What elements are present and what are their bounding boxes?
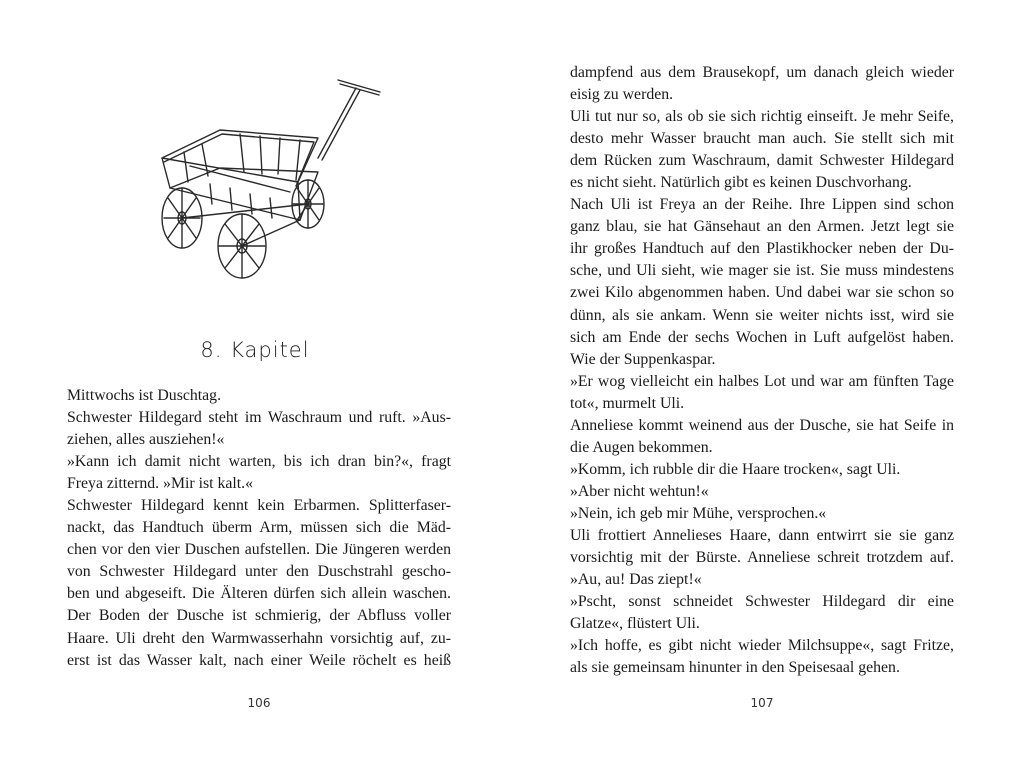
text-line: Glatze«, flüstert Uli. <box>570 615 700 633</box>
right-page-text <box>570 62 954 679</box>
text-line: Schwester Hildegard kennt kein Erbarmen. Splitterfaser- <box>67 497 451 515</box>
text-line: nackt, das Handtuch überm Arm, müssen sich die Mäd- <box>67 519 451 537</box>
text-line: chen vor den vier Duschen aufstellen. Die Jüngeren werden <box>67 541 451 559</box>
text-line: dampfend aus dem Brausekopf, um danach gleich wieder <box>570 64 954 81</box>
text-line: Der Boden der Dusche ist schmierig, der Abfluss voller <box>67 607 451 625</box>
text-line: ihr großes Handtuch auf den Plastikhocker neben der Du- <box>570 240 954 258</box>
text-line: Wie der Suppenkaspar. <box>570 350 716 368</box>
left-page-text <box>67 385 451 672</box>
text-line: Anneliese kommt weinend aus der Dusche, sie hat Seife in <box>570 416 954 434</box>
text-line: »Kann ich damit nicht warten, bis ich dran bin?«, fragt <box>67 453 451 471</box>
text-line: Nach Uli ist Freya an der Reihe. Ihre Lippen sind schon <box>570 196 954 214</box>
text-line: ben und abgeseift. Die Älteren dürfen sich allein waschen. <box>67 585 451 603</box>
text-line: vorsichtig mit der Bürste. Anneliese schreit trotzdem auf. <box>570 549 954 567</box>
text-line: von Schwester Hildegard unter den Duschstrahl gescho- <box>67 563 451 581</box>
text-line: als sie gemeinsam hinunter in den Speisesaal gehen. <box>570 659 900 677</box>
text-line: Haare. Uli dreht den Warmwasserhahn vorsichtig auf, zu- <box>67 629 451 647</box>
text-line: »Ich hoffe, es gibt nicht wieder Milchsuppe«, sagt Fritze, <box>570 637 954 655</box>
text-line: eisig zu werden. <box>570 86 674 104</box>
text-line: zwei Kilo abgenommen haben. Und dabei war sie schon so <box>570 284 954 302</box>
text-line: sche, und Uli sieht, wie mager sie ist. Sie muss mindestens <box>570 262 954 280</box>
text-line: ganz blau, sie hat Gänsehaut an den Armen. Jetzt legt sie <box>570 218 954 236</box>
text-line: dem Rücken zum Waschraum, damit Schwester Hildegard <box>570 152 954 170</box>
text-line: Schwester Hildegard steht im Waschraum und ruft. »Aus- <box>67 409 451 427</box>
text-line: erst ist das Wasser kalt, nach einer Weile röchelt es heiß <box>67 651 451 669</box>
text-line: »Komm, ich rubble dir die Haare trocken«, sagt Uli. <box>570 460 901 478</box>
text-line: dünn, als sie ankam. Wenn sie weiter nichts isst, wird sie <box>570 306 954 324</box>
text-line: »Aber nicht wehtun!« <box>570 482 709 500</box>
text-line: Uli tut nur so, als ob sie sich richtig einseift. Je mehr Seife, <box>570 108 954 126</box>
text-line: tot«, murmelt Uli. <box>570 394 685 412</box>
chapter-title: 8. Kapitel <box>200 338 310 362</box>
text-line: sich am Ende der sechs Wochen in Luft aufgelöst haben. <box>570 328 954 346</box>
text-line: Uli frottiert Annelieses Haare, dann entwirrt sie sie ganz <box>570 526 954 544</box>
text-line: ziehen, alles ausziehen!« <box>67 431 225 449</box>
page-number-left: 106 <box>247 696 271 710</box>
text-line: »Pscht, sonst schneidet Schwester Hildegard dir eine <box>570 593 954 611</box>
text-line: desto mehr Wasser braucht man auch. Sie stellt sich mit <box>570 130 954 148</box>
page-number-right: 107 <box>750 696 774 710</box>
text-line: »Au, au! Das ziept!« <box>570 571 702 589</box>
text-line: es nicht sieht. Natürlich gibt es keinen Duschvorhang. <box>570 174 912 192</box>
text-line: Mittwochs ist Duschtag. <box>67 387 222 404</box>
text-line: »Er wog vielleicht ein halbes Lot und war am fünften Tage <box>570 372 954 390</box>
text-line: »Nein, ich geb mir Mühe, versprochen.« <box>570 504 827 522</box>
text-line: die Augen bekommen. <box>570 438 713 456</box>
handcart-drawing-icon <box>150 70 390 285</box>
text-line: Freya zitternd. »Mir ist kalt.« <box>67 475 254 493</box>
